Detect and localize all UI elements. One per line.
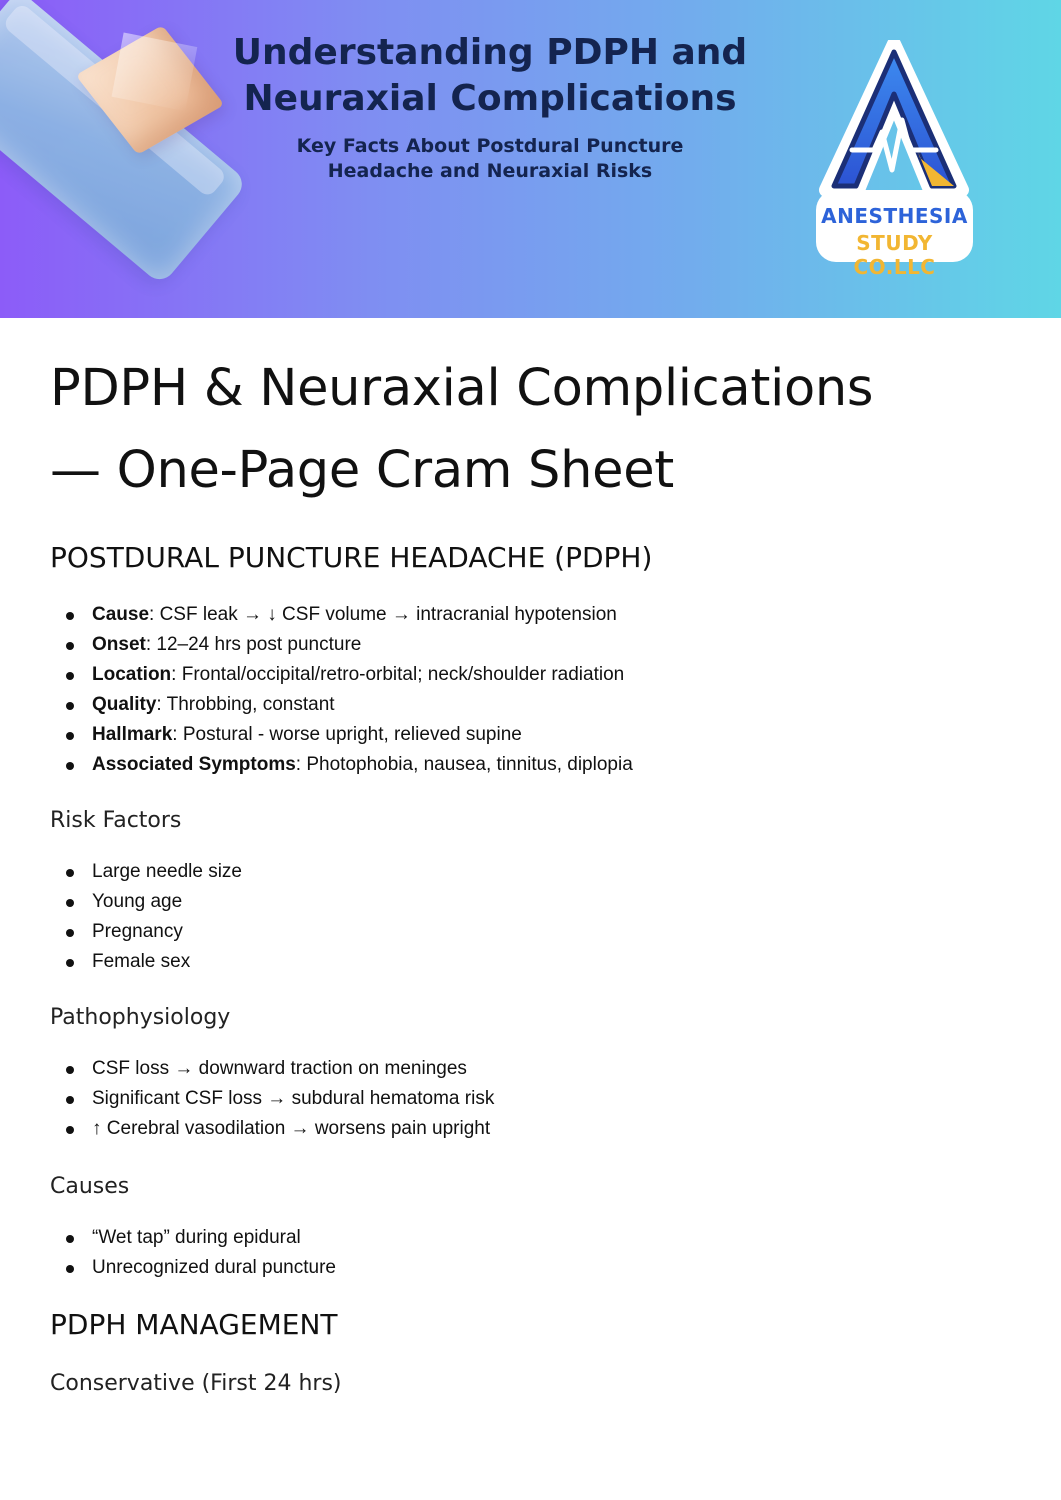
list-item-text: : Photophobia, nausea, tinnitus, diplopia bbox=[295, 754, 633, 775]
banner-title-line2: Neuraxial Complications bbox=[243, 78, 737, 119]
banner-subtitle bbox=[230, 134, 750, 184]
list-item-text: Significant CSF loss → subdural hematoma risk bbox=[92, 1088, 495, 1109]
list-item-term: Cause bbox=[92, 604, 150, 625]
list-item-term: Location bbox=[92, 664, 172, 685]
list-item-term: Onset bbox=[92, 634, 146, 655]
banner-title-line1: Understanding PDPH and bbox=[232, 32, 748, 73]
bullet-icon bbox=[66, 959, 74, 967]
list-item bbox=[50, 600, 1030, 630]
logo-text-line1: ANESTHESIA bbox=[821, 204, 968, 228]
list-item bbox=[50, 720, 1030, 750]
list-item bbox=[50, 750, 1030, 780]
list-item bbox=[50, 857, 1030, 887]
section-heading-pdph: POSTDURAL PUNCTURE HEADACHE (PDPH) bbox=[50, 541, 653, 574]
banner-subtitle-line1: Key Facts About Postdural Puncture bbox=[296, 135, 684, 157]
list-item-text: Unrecognized dural puncture bbox=[92, 1257, 336, 1278]
list-item-text: “Wet tap” during epidural bbox=[92, 1227, 301, 1248]
bullet-icon bbox=[66, 899, 74, 907]
list-item bbox=[50, 630, 1030, 660]
list-item-text: : Frontal/occipital/retro-orbital; neck/shoulder radiation bbox=[171, 664, 625, 685]
subheading-causes: Causes bbox=[50, 1174, 130, 1199]
list-item-text: ↑ Cerebral vasodilation → worsens pain upright bbox=[92, 1118, 491, 1139]
document-body bbox=[50, 348, 1030, 1399]
logo-text-line2: STUDY CO.LLC bbox=[853, 231, 936, 279]
bullet-icon bbox=[66, 762, 74, 770]
bullet-icon bbox=[66, 1235, 74, 1243]
list-item-text: : CSF leak → ↓ CSF volume → intracranial hypotension bbox=[149, 604, 617, 625]
list-item bbox=[50, 887, 1030, 917]
list-item-text: CSF loss → downward traction on meninges bbox=[92, 1058, 467, 1079]
list-item bbox=[50, 1054, 1030, 1084]
pathophysiology-list bbox=[50, 1054, 1030, 1144]
page-title-line1: PDPH & Neuraxial Complications bbox=[50, 359, 874, 418]
list-item-text: : Postural - worse upright, relieved supine bbox=[172, 724, 522, 745]
bullet-icon bbox=[66, 1126, 74, 1134]
list-item-text: : Throbbing, constant bbox=[156, 694, 335, 715]
list-item bbox=[50, 917, 1030, 947]
banner-title bbox=[180, 30, 800, 122]
risk-factors-list bbox=[50, 857, 1030, 977]
list-item bbox=[50, 1253, 1030, 1283]
list-item bbox=[50, 1084, 1030, 1114]
bullet-icon bbox=[66, 869, 74, 877]
bullet-icon bbox=[66, 1066, 74, 1074]
list-item bbox=[50, 690, 1030, 720]
company-logo bbox=[812, 40, 977, 279]
header-banner bbox=[0, 0, 1061, 318]
list-item bbox=[50, 1223, 1030, 1253]
list-item-term: Associated Symptoms bbox=[92, 754, 296, 775]
bullet-icon bbox=[66, 1096, 74, 1104]
list-item-term: Quality bbox=[92, 694, 157, 715]
list-item-text: Pregnancy bbox=[92, 921, 183, 942]
bullet-icon bbox=[66, 672, 74, 680]
subheading-pathophysiology: Pathophysiology bbox=[50, 1005, 231, 1030]
bullet-icon bbox=[66, 1265, 74, 1273]
bullet-icon bbox=[66, 702, 74, 710]
list-item-text: Large needle size bbox=[92, 861, 242, 882]
subheading-risk-factors: Risk Factors bbox=[50, 808, 182, 833]
list-item-text: : 12–24 hrs post puncture bbox=[145, 634, 362, 655]
list-item bbox=[50, 947, 1030, 977]
banner-subtitle-line2: Headache and Neuraxial Risks bbox=[327, 160, 653, 182]
list-item-text: Young age bbox=[92, 891, 183, 912]
list-item bbox=[50, 1114, 1030, 1144]
list-item-text: Female sex bbox=[92, 951, 191, 972]
bullet-icon bbox=[66, 929, 74, 937]
list-item-term: Hallmark bbox=[92, 724, 173, 745]
section-heading-management: PDPH MANAGEMENT bbox=[50, 1308, 338, 1341]
causes-list bbox=[50, 1223, 1030, 1283]
pdph-facts-list bbox=[50, 600, 1030, 780]
subheading-conservative: Conservative (First 24 hrs) bbox=[50, 1371, 342, 1396]
page-title-line2: — One-Page Cram Sheet bbox=[50, 441, 675, 500]
list-item bbox=[50, 660, 1030, 690]
bullet-icon bbox=[66, 642, 74, 650]
page-title bbox=[50, 348, 1030, 512]
bullet-icon bbox=[66, 732, 74, 740]
bullet-icon bbox=[66, 612, 74, 620]
